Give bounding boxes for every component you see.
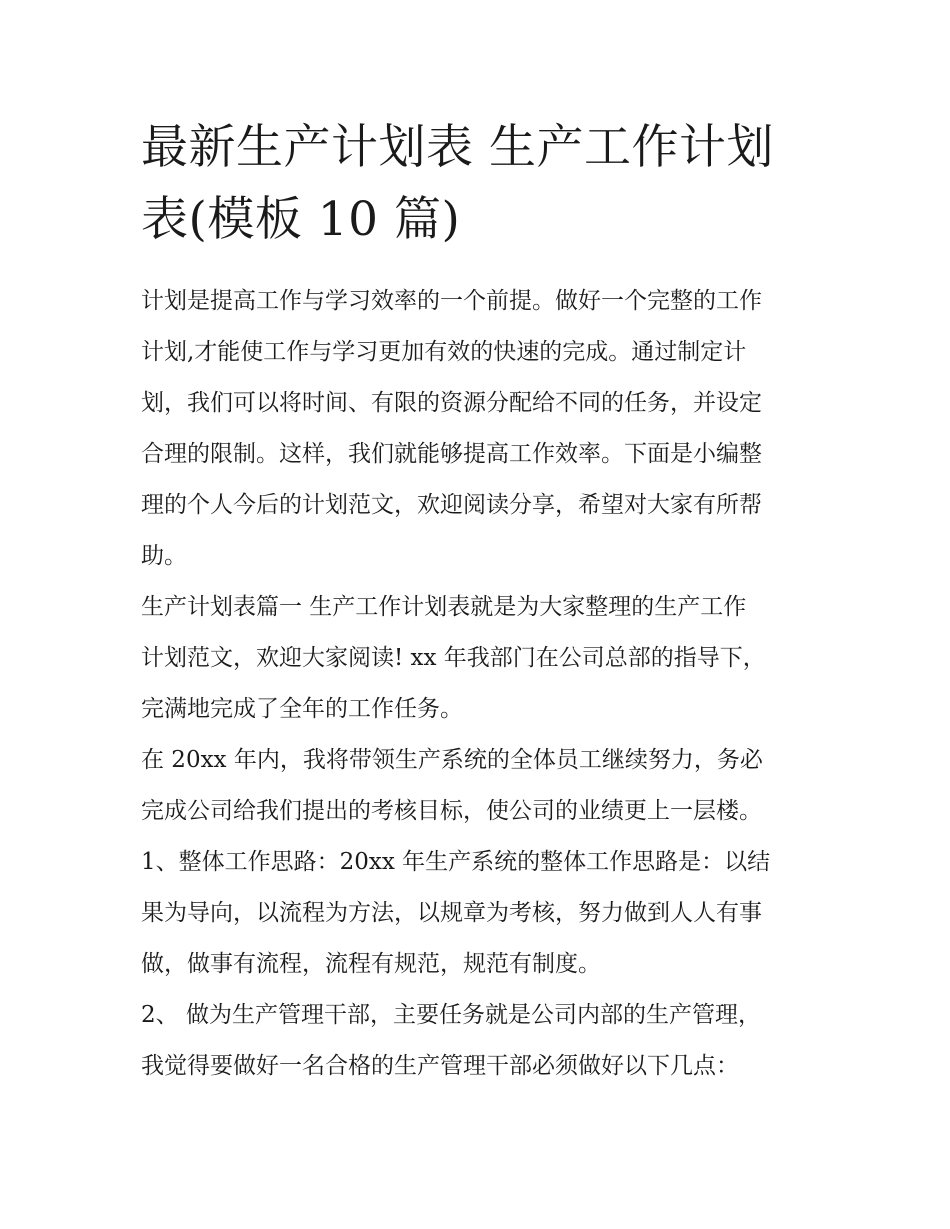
title-line: 表(模板 10 篇): [141, 192, 461, 247]
paragraph-item-1: [141, 837, 821, 990]
text-line: 生产计划表篇一 生产工作计划表就是为大家整理的生产工作: [141, 594, 747, 620]
document-body: [141, 276, 821, 1092]
text-line: 助。: [141, 543, 187, 569]
text-line: 完成公司给我们提出的考核目标，使公司的业绩更上一层楼。: [141, 798, 762, 824]
paragraph-goal: [141, 735, 821, 837]
document-title: [141, 112, 821, 256]
text-line: 计划是提高工作与学习效率的一个前提。做好一个完整的工作: [141, 288, 762, 314]
text-line: 我觉得要做好一名合格的生产管理干部必须做好以下几点：: [141, 1053, 739, 1079]
text-line: 计划,才能使工作与学习更加有效的快速的完成。通过制定计: [141, 339, 747, 365]
paragraph-item-2: [141, 990, 821, 1092]
text-line: 2、 做为生产管理干部，主要任务就是公司内部的生产管理，: [141, 1002, 761, 1028]
paragraph-section-one: [141, 582, 821, 735]
text-line: 做，做事有流程，流程有规范，规范有制度。: [141, 951, 601, 977]
text-line: 计划范文，欢迎大家阅读! xx 年我部门在公司总部的指导下，: [141, 645, 766, 671]
text-line: 划，我们可以将时间、有限的资源分配给不同的任务，并设定: [141, 390, 762, 416]
paragraph-intro: [141, 276, 821, 582]
document-page: [141, 112, 821, 1092]
title-line: 最新生产计划表 生产工作计划: [141, 120, 774, 175]
text-line: 在 20xx 年内，我将带领生产系统的全体员工继续努力，务必: [141, 747, 763, 773]
text-line: 理的个人今后的计划范文，欢迎阅读分享，希望对大家有所帮: [141, 492, 762, 518]
text-line: 1、整体工作思路：20xx 年生产系统的整体工作思路是：以结: [141, 849, 771, 875]
text-line: 完满地完成了全年的工作任务。: [141, 696, 463, 722]
text-line: 合理的限制。这样，我们就能够提高工作效率。下面是小编整: [141, 441, 762, 467]
text-line: 果为导向，以流程为方法，以规章为考核，努力做到人人有事: [141, 900, 762, 926]
